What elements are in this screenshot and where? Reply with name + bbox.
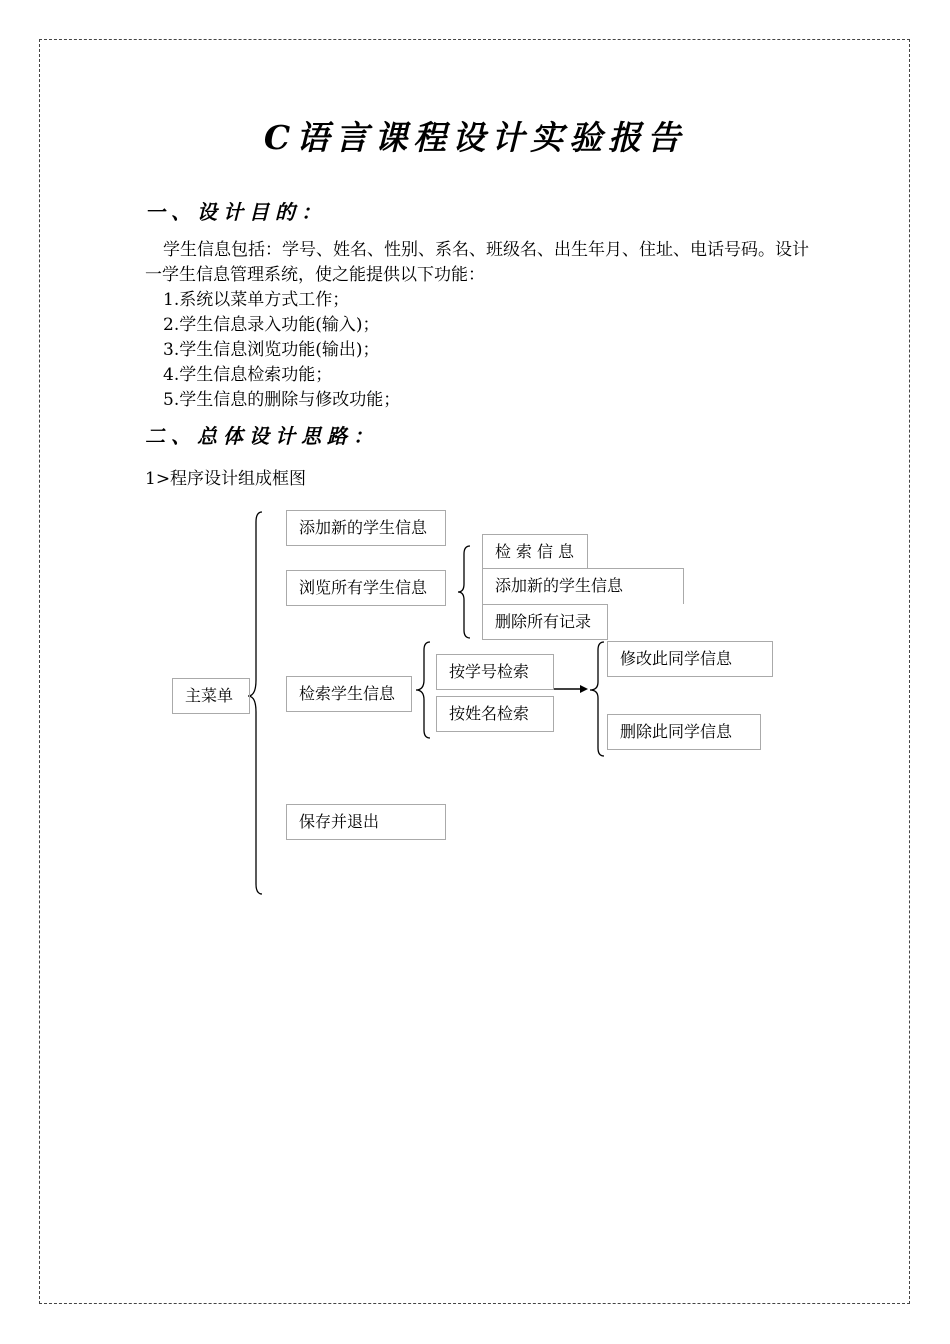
- browse-delete-all-box: 删除所有记录: [482, 604, 608, 640]
- section-heading-design-purpose: 一、设计目的：: [145, 200, 327, 224]
- document-title: C语言课程设计实验报告: [263, 118, 687, 157]
- browse-all-students-box: 浏览所有学生信息: [286, 570, 446, 606]
- main-menu-box: 主菜单: [172, 678, 250, 714]
- intro-paragraph: 学生信息包括：学号、姓名、性别、系名、班级名、出生年月、住址、电话号码。设计一学生信息管理系统，使之能提供以下功能：: [145, 240, 809, 285]
- browse-add-new-box: 添加新的学生信息: [482, 568, 684, 604]
- search-brace: [416, 642, 430, 738]
- modify-student-box: 修改此同学信息: [607, 641, 773, 677]
- delete-student-box: 删除此同学信息: [607, 714, 761, 750]
- feature-item-1: 1.系统以菜单方式工作；: [163, 290, 350, 310]
- feature-item-5: 5.学生信息的删除与修改功能；: [163, 390, 401, 410]
- save-and-exit-box: 保存并退出: [286, 804, 446, 840]
- feature-item-4: 4.学生信息检索功能；: [163, 365, 333, 385]
- feature-item-3: 3.学生信息浏览功能(输出)；: [163, 340, 380, 360]
- feature-item-2: 2.学生信息录入功能(输入)；: [163, 315, 380, 335]
- search-by-id-box: 按学号检索: [436, 654, 554, 690]
- search-student-box: 检索学生信息: [286, 676, 412, 712]
- add-new-student-box: 添加新的学生信息: [286, 510, 446, 546]
- browse-search-info-box: 检索信息: [482, 534, 588, 568]
- result-brace: [590, 642, 604, 756]
- diagram-caption: 1>程序设计组成框图: [145, 469, 307, 489]
- browse-brace: [458, 546, 470, 638]
- search-by-name-box: 按姓名检索: [436, 696, 554, 732]
- search-arrow-head: [580, 685, 588, 693]
- section-heading-overall-design: 二、总体设计思路：: [145, 424, 379, 448]
- main-menu-brace: [248, 512, 262, 894]
